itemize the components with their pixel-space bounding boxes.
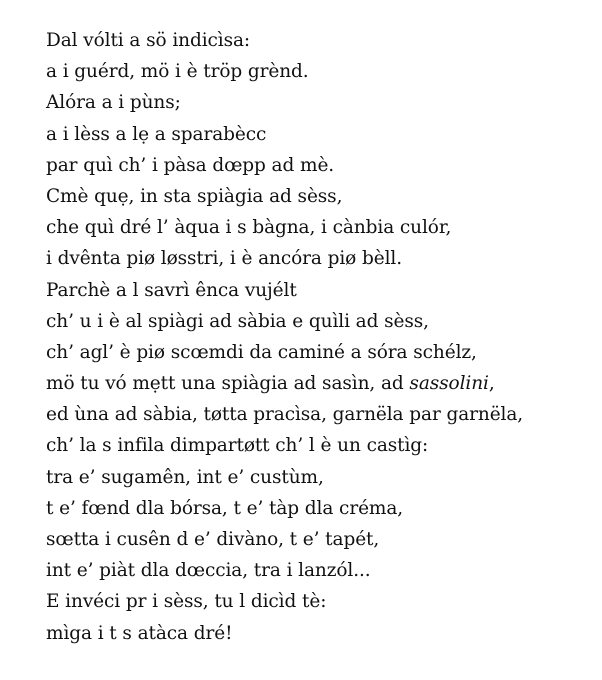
poem-line: Parchè a l savrì ênca vujélt [46,279,297,301]
poem-line: sœtta i cusên d e’ divàno, t e’ tapét, [46,529,380,550]
poem-italic-word: sassolini [409,373,489,395]
poem-line: Cmè quẹ, in sta spiàgia ad sèss, [46,185,343,207]
poem-line: t e’ fœnd dla bórsa, t e’ tàp dla créma, [46,497,404,519]
poem-line: int e’ piàt dla dœccia, tra i lanzól... [46,560,371,582]
poem-line: ch’ u i è al spiàgi ad sàbia e quìli ad sèss, [46,310,429,332]
poem-line: Dal vólti a sö indicìsa: [46,30,251,51]
poem-line: tra e’ sugamên, int e’ custùm, [46,466,324,488]
poem-line-text: mö tu vó mẹtt una spiàgia ad sasìn, ad [46,373,410,395]
poem-line: E invéci pr i sèss, tu l dicìd tè: [46,591,327,613]
poem-line: a i lèss a lẹ a sparabècc [46,123,267,145]
poem-line: ch’ la s infila dimpartøtt ch’ l è un castìg: [46,435,429,457]
poem-line: che quì dré l’ àqua i s bàgna, i cànbia culór, [46,217,452,239]
poem-line: i dvênta piø løsstri, i è ancóra piø bèll. [46,248,402,270]
poem-line-punctuation: , [488,373,495,395]
poem-line: mìga i t s atàca dré! [46,622,233,644]
poem-line: Alóra a i pùns; [46,92,181,114]
poem-line: par quì ch’ i pàsa dœpp ad mè. [46,154,335,176]
poem-line: ch’ agl’ è piø scœmdi da caminé a sóra schélz, [46,341,477,363]
poem-line: ed ùna ad sàbia, tøtta pracìsa, garnëla par garnëla, [46,404,524,426]
poem-text [46,25,523,649]
poem-line [46,368,523,399]
poem-line: a i guérd, mö i è tröp grènd. [46,61,309,83]
